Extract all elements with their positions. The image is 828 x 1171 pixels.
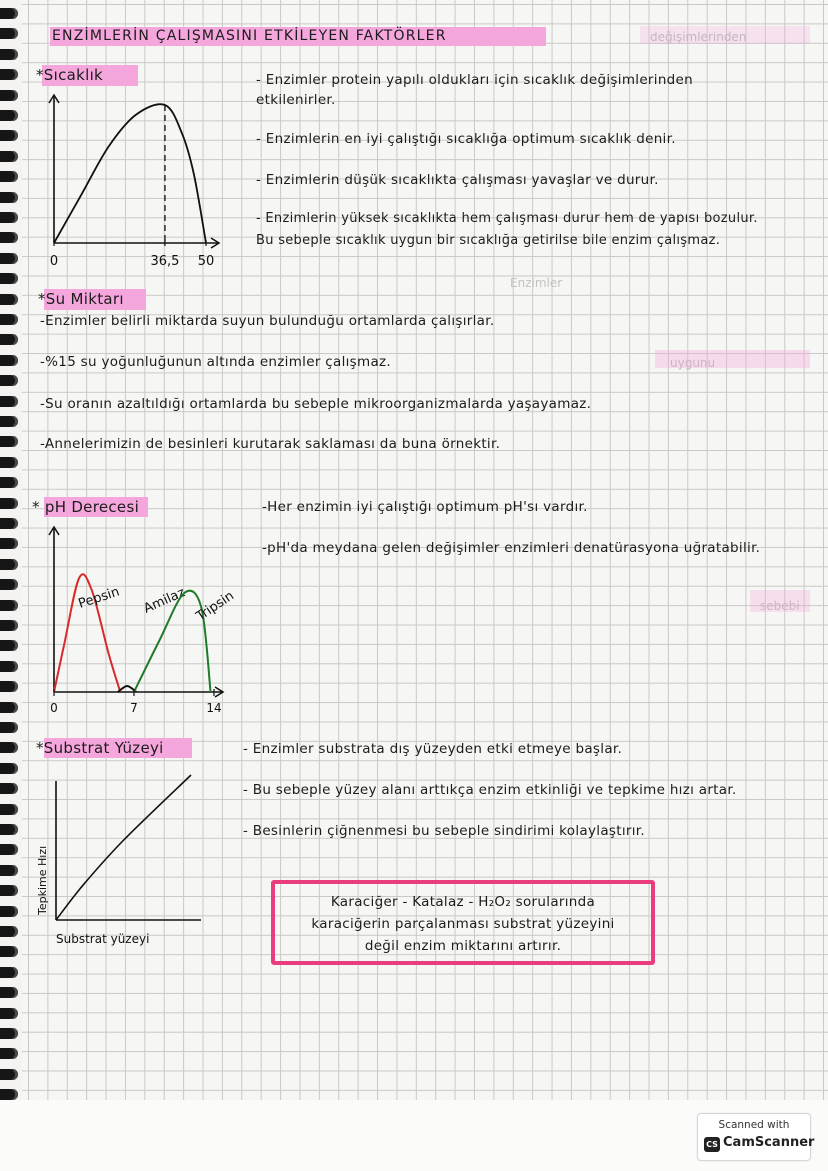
- faint-highlight: [640, 26, 810, 44]
- spiral-ring: [0, 436, 18, 447]
- temperature-curve: [54, 104, 206, 243]
- spiral-ring: [0, 457, 18, 468]
- water-note: -Enzimler belirli miktarda suyun bulunduğu ortamlarda çalışırlar.: [40, 313, 495, 329]
- x-tick-label: 0: [50, 701, 58, 715]
- spiral-ring: [0, 763, 18, 774]
- substrate-note: - Besinlerin çiğnenmesi bu sebeple sindirimi kolaylaştırır.: [243, 823, 645, 839]
- spiral-ring: [0, 130, 18, 141]
- section-heading-ph: * pH Derecesi: [32, 498, 140, 516]
- spiral-ring: [0, 906, 18, 917]
- section-heading-water: *Su Miktarı: [38, 290, 124, 308]
- temperature-note: - Enzimler protein yapılı oldukları için sıcaklık değişimlerinden: [256, 72, 694, 88]
- water-note: -Annelerimizin de besinleri kurutarak saklaması da buna örnektir.: [40, 436, 501, 452]
- spiral-ring: [0, 151, 18, 162]
- ph-note: -Her enzimin iyi çalıştığı optimum pH'sı vardır.: [262, 499, 588, 515]
- spiral-ring: [0, 844, 18, 855]
- spiral-ring: [0, 355, 18, 366]
- spiral-ring: [0, 722, 18, 733]
- series-label: Tripsin: [193, 588, 237, 625]
- camscanner-logo-icon: CS: [704, 1137, 720, 1152]
- temperature-chart: [30, 90, 230, 270]
- spiral-ring: [0, 334, 18, 345]
- spiral-ring: [0, 742, 18, 753]
- spiral-ring: [0, 90, 18, 101]
- temperature-note: etkilenirler.: [256, 92, 336, 108]
- spiral-ring: [0, 212, 18, 223]
- spiral-ring: [0, 253, 18, 264]
- spiral-ring: [0, 640, 18, 651]
- faint-bleed-text: değişimlerinden: [650, 30, 747, 44]
- spiral-ring: [0, 498, 18, 509]
- page-title: ENZİMLERİN ÇALIŞMASINI ETKİLEYEN FAKTÖRLER: [52, 28, 447, 44]
- spiral-ring: [0, 702, 18, 713]
- spiral-ring: [0, 600, 18, 611]
- spiral-ring: [0, 661, 18, 672]
- camscanner-watermark: [697, 1113, 815, 1161]
- faint-highlight: [750, 590, 810, 612]
- spiral-ring: [0, 477, 18, 488]
- note-box: [271, 880, 655, 965]
- substrate-line: [56, 775, 191, 920]
- spiral-ring: [0, 518, 18, 529]
- x-tick-label: 0: [49, 254, 59, 269]
- series-label: Pepsin: [76, 584, 122, 612]
- spiral-ring: [0, 314, 18, 325]
- spiral-binding: [0, 0, 24, 1100]
- x-axis-label: Substrat yüzeyi: [56, 932, 150, 946]
- spiral-ring: [0, 885, 18, 896]
- ph-note: -pH'da meydana gelen değişimler enzimleri denatürasyona uğratabilir.: [262, 540, 761, 556]
- spiral-ring: [0, 110, 18, 121]
- spiral-ring: [0, 559, 18, 570]
- spiral-ring: [0, 396, 18, 407]
- substrate-note: - Enzimler substrata dış yüzeyden etki etmeye başlar.: [243, 741, 623, 757]
- spiral-ring: [0, 1069, 18, 1080]
- spiral-ring: [0, 824, 18, 835]
- faint-bleed-text: Enzimler: [510, 276, 563, 290]
- spiral-ring: [0, 538, 18, 549]
- series-label: Amilaz: [141, 585, 188, 617]
- spiral-ring: [0, 681, 18, 692]
- spiral-ring: [0, 987, 18, 998]
- spiral-ring: [0, 1089, 18, 1100]
- x-tick-label: 7: [130, 701, 138, 715]
- spiral-ring: [0, 946, 18, 957]
- spiral-ring: [0, 579, 18, 590]
- water-note: -%15 su yoğunluğunun altında enzimler çalışmaz.: [40, 354, 392, 370]
- spiral-ring: [0, 804, 18, 815]
- note-box-line: Karaciğer - Katalaz - H₂O₂ sorularında: [330, 894, 596, 910]
- faint-highlight: [655, 350, 810, 368]
- spiral-ring: [0, 49, 18, 60]
- temperature-note: Bu sebeple sıcaklık uygun bir sıcaklığa getirilse bile enzim çalışmaz.: [256, 233, 721, 248]
- spiral-ring: [0, 273, 18, 284]
- water-note: -Su oranın azaltıldığı ortamlarda bu sebeple mikroorganizmalarda yaşayamaz.: [40, 396, 592, 412]
- note-box-line: değil enzim miktarını artırır.: [364, 938, 562, 954]
- spiral-ring: [0, 232, 18, 243]
- x-tick-label: 14: [206, 701, 222, 715]
- spiral-ring: [0, 171, 18, 182]
- substrate-note: - Bu sebeple yüzey alanı arttıkça enzim etkinliği ve tepkime hızı artar.: [243, 782, 737, 798]
- ph-chart: [34, 520, 254, 720]
- section-heading-temperature: *Sıcaklık: [36, 66, 104, 84]
- spiral-ring: [0, 69, 18, 80]
- spiral-ring: [0, 28, 18, 39]
- spiral-ring: [0, 416, 18, 427]
- camscanner-brand: CamScanner: [723, 1135, 815, 1150]
- scanned-with-label: Scanned with: [718, 1119, 790, 1131]
- note-box-line: karaciğerin parçalanması substrat yüzeyini: [311, 916, 615, 932]
- temperature-note: - Enzimlerin yüksek sıcaklıkta hem çalışması durur hem de yapısı bozulur.: [256, 211, 758, 226]
- spiral-ring: [0, 967, 18, 978]
- spiral-ring: [0, 294, 18, 305]
- spiral-ring: [0, 1008, 18, 1019]
- temperature-note: - Enzimlerin en iyi çalıştığı sıcaklığa optimum sıcaklık denir.: [256, 131, 676, 147]
- spiral-ring: [0, 8, 18, 19]
- y-axis-label: Tepkime Hızı: [36, 845, 49, 915]
- spiral-ring: [0, 192, 18, 203]
- spiral-ring: [0, 865, 18, 876]
- spiral-ring: [0, 926, 18, 937]
- faint-bleed-text: uygunu: [670, 356, 716, 370]
- section-heading-substrate: *Substrat Yüzeyi: [36, 739, 164, 757]
- faint-bleed-text: sebebi: [760, 599, 800, 613]
- spiral-ring: [0, 1028, 18, 1039]
- x-tick-label: 36,5: [150, 254, 180, 269]
- temperature-note: - Enzimlerin düşük sıcaklıkta çalışması yavaşlar ve durur.: [256, 172, 659, 188]
- spiral-ring: [0, 375, 18, 386]
- substrate-chart: [32, 765, 212, 950]
- spiral-ring: [0, 620, 18, 631]
- spiral-ring: [0, 1048, 18, 1059]
- spiral-ring: [0, 783, 18, 794]
- x-tick-label: 50: [197, 254, 215, 269]
